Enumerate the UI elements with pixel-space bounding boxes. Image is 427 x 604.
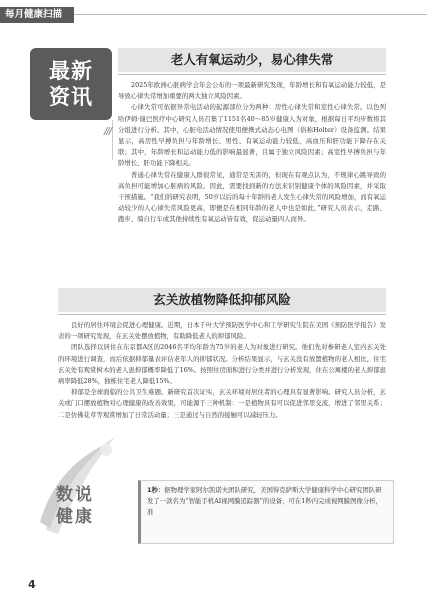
badge-slashes: ///	[104, 126, 112, 137]
badge-line-1: 最新	[49, 59, 93, 83]
badge-line-2: 资讯	[49, 85, 93, 109]
article-1-body	[118, 80, 386, 226]
article-1-paragraph: 2025年欧洲心脏病学会年会公布的一项最新研究发现，年龄增长和有氧运动能力较低，是导致心律失常增加重要的两大独立风险因素。	[118, 81, 386, 101]
sidebar-title-line-2: 健康	[56, 507, 94, 527]
article-1-paragraph: 心律失常可依据异常电活动的起源部位分为两种：房性心律失常和室性心律失常。以色列哈伊姆·谢巴医疗中心研究人员召集了1151名40～85岁健康人为对象，根据每日平均步数将其分组进行分析。其中，心脏电活动情况使用便携式动态心电图（俗称Holter）设备监测。结果显示，高房性早搏负担与年龄增长、男性、有氧运动能力较低，高血压和肝功能下降存在关联；其中，年龄增长和运动能力低的影响最显著，且属于独立风险因素；高室性早搏负担与年龄增长、肝功能下降相关。	[118, 103, 386, 168]
top-bar	[0, 0, 427, 20]
article-2-title-rule	[58, 314, 386, 315]
article-1-paragraph: 普通心律失常在健康人群很常见，通常是无害的，但现在有观点认为，不规律心跳导致的高负担可能增加心脏病的风险。因此，需要找到新的方法来识别健康个体的风险因素，并采取干预措施。“我们的研究表明，50岁以后的每十年龄的老人发生心律失常的风险增加，而有氧运动较少的人心律失常风险更高，即便是在相同年龄的老人中也是如此，”研究人员表示，走路、跑步、骑自行车或其他持续性有氧运动皆有效，促运动量四人而异。	[118, 170, 386, 224]
badge-divider	[112, 120, 113, 160]
page-number: 4	[28, 578, 36, 591]
data-box-text: 据物理学家阿尔凯诺夫团队研究，美国得克萨斯大学健康科学中心研究团队研发了一款名为“智能手机AI视网膜追踪器”的设备，可在1秒内完成视网膜图像分析，准	[147, 486, 383, 517]
article-2-paragraph: 团队选择以居住在东京都A区的2046名平均年龄为75岁的老人为对象进行研究。他们先对参研老人室内玄关处的环境进行调查，而后依据抑郁量表评估老年人的抑郁状况。分析结果显示，与玄关没有放置植物的老人相比，住宅玄关处有观赏树木的老人患抑郁概率降低了16%。按照住房面积进行分类并进行分析发现，住在公寓楼的老人抑郁患病率降低28%，独栋住宅老人降低15%。	[58, 343, 386, 386]
article-2-paragraph: 良好的居住环境会促进心理健康。近期，日本千叶大学预防医学中心和工学研究生院在美国《预防医学报告》发表的一项研究发现，在玄关处摆放植物，有助降低老人的抑郁风险。	[58, 321, 386, 341]
article-1-title-rule	[118, 74, 386, 75]
section-tag: 每月健康扫描	[0, 7, 74, 23]
data-box-lead: 1秒：	[147, 486, 165, 494]
news-badge	[30, 48, 112, 120]
sidebar-title-line-1: 数说	[56, 485, 94, 505]
article-2-title: 玄关放植物降低抑郁风险	[58, 288, 386, 312]
article-2-body	[58, 320, 386, 421]
data-box	[138, 480, 394, 544]
article-1-title: 老人有氧运动少，易心律失常	[118, 48, 386, 72]
top-divider	[74, 14, 427, 15]
sidebar-title	[56, 484, 120, 528]
article-2-paragraph: 抑郁是全球面临的公共卫生难题。新研究首次证实，玄关环境对居住者的心理具有显著影响。研究人员分析，玄关或门口摆放植物对心理健康的改善效果，可能源于三种机制：一是植物具有可以促进邻里交流，增进了邻里关系；二是仿佛花草等观赏增加了日常活动量；三是通过与自然的接触可以减轻压力。	[58, 388, 386, 419]
